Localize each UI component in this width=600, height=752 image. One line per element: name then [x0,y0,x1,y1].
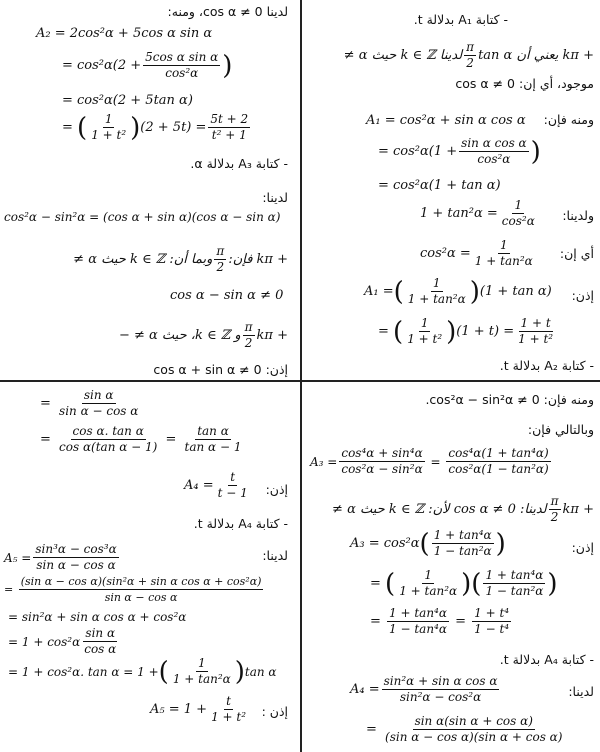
eq-sign: = [378,324,394,339]
paren: ( [158,656,169,687]
denominator: sin²α − cos²α [399,690,482,704]
denominator: cos²α [477,152,511,166]
numerator: π [550,494,559,508]
numerator: 1 [420,316,429,330]
equation-line [350,528,506,559]
denominator: t − 1 [217,486,248,500]
text-line: وبالتالي فإن: [527,422,594,437]
equation-line [378,316,557,347]
fraction [209,694,248,725]
fraction [432,528,494,559]
text-line: إذن: [571,288,594,303]
fraction [516,316,555,347]
denominator: tan α − 1 [184,440,242,454]
text-line: إذن: [571,540,594,555]
fraction [143,50,220,81]
numerator: 1 + tan⁴α [485,568,544,582]
denominator: 2 [216,260,225,274]
fraction [216,470,250,501]
numerator: sin α cos α [461,136,527,150]
eq-sign: = [40,432,56,447]
eq-sign: = [450,614,471,629]
expr: A₅ = 1 + [150,702,208,717]
text-line: ومنه فإن: cos²α − sin²α ≠ 0. [425,392,594,407]
equation-line [370,568,558,599]
fraction [57,388,140,419]
expr: (2 + 5t) = [140,120,207,135]
equation-line: = cos²α(2 + 5tan α) [62,93,193,108]
equation-line [366,714,566,745]
fraction [208,112,250,143]
fraction [339,446,424,477]
expr: + kπ [562,502,594,517]
equation-line [8,656,277,687]
numerator: 1 [197,656,206,670]
equation-a4 [184,470,252,501]
fraction [459,136,528,167]
equation-a4 [350,674,501,705]
text-line: لدينا cos α ≠ 0، ومنه: [167,4,288,19]
denominator: 1 + tan²α [407,292,466,306]
denominator: sin α − cos α [36,558,116,572]
equation-line [378,136,541,167]
numerator: π [216,244,225,258]
denominator: 2 [550,510,559,524]
numerator: 5cos α sin α [145,50,219,64]
paren: ( [471,568,482,599]
numerator: 1 [424,568,432,582]
equation-line [62,112,252,143]
eq-sign: = [40,396,56,411]
expr: و k ∈ ℤ، حيث α ≠ − [118,328,241,343]
text-line: لدينا: [262,548,288,563]
denominator: 1 + t² [91,128,127,142]
equation-line [62,50,232,81]
equation-line [8,626,120,657]
denominator: sin α − cos α [104,591,178,604]
text-line: ومنه فإن: [543,112,594,127]
eq-sign: = [4,583,17,596]
denominator: 1 + tan²α [474,254,533,268]
numerator: 1 + tan⁴α [389,606,447,620]
fraction [57,424,159,455]
equation-line: = cos²α(1 + tan α) [378,178,501,193]
denominator: 1 + tan²α [399,584,458,598]
expr: = 1 + cos²α. tan α = 1 + [8,664,159,679]
numerator: sin²α + sin α cos α [383,674,498,688]
numerator: cos⁴α(1 + tan⁴α) [448,446,549,460]
fraction [33,542,118,573]
denominator: 1 − t⁴ [474,622,510,636]
expr: 1 + tan²α = [420,206,498,221]
expr: A₃ = [310,454,338,469]
expr: وبما أن: k ∈ ℤ حيث α ≠ [73,252,213,267]
expr: + kπ [256,328,288,343]
denominator: cos²α(1 − tan²α) [448,462,549,476]
fraction [406,276,468,307]
numerator: tan α [197,424,229,438]
numerator: sin α [83,388,114,402]
expr: A₃ = cos²α [350,536,420,551]
numerator: 1 + tan⁴α [433,528,492,542]
expr: A₄ = [350,682,380,697]
paren: ( [385,568,396,599]
equation-line: cos²α − sin²α = (cos α + sin α)(cos α − sin α) [4,210,281,224]
fraction [473,238,535,269]
expr: A₁ = [364,284,394,299]
paren: ) [530,136,541,167]
section-heading: - كتابة A₄ بدلالة t. [499,652,594,667]
denominator: 1 + tan²α [172,672,231,686]
paren: ) [461,568,472,599]
paren: ( [393,316,404,347]
expr: A₅ = [4,550,32,565]
numerator: 1 [104,112,113,126]
numerator: 1 [499,238,508,252]
numerator: sin³α − cos³α [35,542,117,556]
eq-sign: = [370,614,386,629]
paren: ) [469,276,480,307]
fraction [387,606,449,637]
equation-line [370,606,513,637]
expr: (1 + tan α) [479,284,552,299]
text-line [332,494,594,525]
numerator: t [226,694,231,708]
numerator: (sin α − cos α)(sin²α + sin α cos α + cos²α) [20,575,262,588]
fraction [500,198,537,229]
numerator: sin α [85,626,116,640]
text-line: إذن: [265,482,288,497]
denominator: cos²α − sin²α [341,462,423,476]
numerator: 1 + t [520,316,551,330]
section-heading: - كتابة A₄ بدلالة t. [193,516,288,531]
expr: cos²α = [420,246,471,261]
numerator: sin α(sin α + cos α) [414,714,533,728]
equation-line: = sin²α + sin α cos α + cos²α [8,610,187,624]
numerator: 1 [514,198,523,212]
paren: ) [222,50,233,81]
paren: ) [547,568,558,599]
numerator: cos α. tan α [72,424,144,438]
equation-a5 [4,542,121,573]
equation-a2: A₂ = 2cos²α + 5cos α sin α [36,26,213,41]
numerator: cos⁴α + sin⁴α [341,446,423,460]
equation-line [420,198,539,229]
numerator: 1 + t⁴ [474,606,510,620]
paren: ) [130,112,141,143]
text-line: موجود، أي إن: cos α ≠ 0 [455,76,594,91]
expr: + kπ فإن: [228,252,288,267]
expr: لدينا k ∈ ℤ حيث α ≠ [343,48,463,63]
text-line: لدينا: [262,190,288,205]
expr: A₄ = [184,478,214,493]
text-line: لدينا: [568,684,594,699]
fraction [171,656,233,687]
eq-sign: = [426,454,445,469]
paren: ( [393,276,404,307]
text-line: إذن: cos α + sin α ≠ 0 [153,362,288,377]
equation-line: cos α − sin α ≠ 0 [170,288,284,303]
equation-line [364,276,552,307]
text-line [119,320,288,351]
section-heading: - كتابة A₃ بدلالة α. [190,156,288,171]
paren: ) [234,656,245,687]
fraction [464,40,476,71]
text-line [344,40,594,71]
fraction [549,494,561,525]
fraction [82,626,118,657]
fraction [382,674,500,705]
eq-sign: = [161,432,181,447]
fraction [472,606,511,637]
denominator: 1 + t² [518,332,554,346]
expr: (1 + t) = [456,324,515,339]
equation-line [4,574,265,605]
paren: ( [419,528,430,559]
eq-sign: = [370,576,386,591]
numerator: 5t + 2 [210,112,249,126]
denominator: 1 + t² [407,332,443,346]
expr: = cos²α(2 + [62,58,142,73]
equation-line [40,388,142,419]
equation-a5-final [150,694,250,725]
fraction [405,316,444,347]
text-line: ولدينا: [562,208,594,223]
numerator: t [230,470,236,484]
fraction [19,574,264,605]
fraction [446,446,550,477]
expr: + kπ يعني أن tan α [478,48,594,63]
denominator: 1 − tan²α [485,584,544,598]
paren: ) [446,316,457,347]
text-line: إذن : [261,704,288,719]
text-line: أي إن: [559,246,594,261]
section-heading: - كتابة A₂ بدلالة t. [499,358,594,373]
denominator: sin α − cos α [59,404,139,418]
denominator: 2 [244,336,253,350]
denominator: cos α(tan α − 1) [59,440,158,454]
fraction [483,568,545,599]
eq-sign: = [366,722,382,737]
denominator: (sin α − cos α)(sin α + cos α) [385,730,563,744]
equation-a1: A₁ = cos²α + sin α cos α [366,113,526,128]
paren: ) [495,528,506,559]
denominator: t² + 1 [211,128,247,142]
text-line [73,244,288,275]
numerator: 1 [432,276,441,290]
numerator: π [244,320,253,334]
denominator: 2 [466,56,474,70]
section-heading: - كتابة A₁ بدلالة t. [413,12,508,27]
denominator: cos²α [501,214,535,228]
fraction [89,112,128,143]
equation-a3 [310,446,553,477]
denominator: 1 − tan⁴α [389,622,447,636]
equation-line [420,238,537,269]
fraction [397,568,459,599]
equation-line [40,424,245,455]
expr: = cos²α(1 + [378,144,458,159]
denominator: 1 + t² [211,710,247,724]
denominator: cos α [84,642,117,656]
eq-sign: = [62,120,78,135]
fraction [243,320,255,351]
expr: = 1 + cos²α [8,634,81,649]
denominator: cos²α [165,66,199,80]
numerator: π [466,40,475,54]
expr: لدينا: cos α ≠ 0 لأن: k ∈ ℤ حيث α ≠ [332,502,547,517]
horizontal-divider [0,380,600,382]
paren: ( [77,112,88,143]
expr: tan α [244,664,277,679]
vertical-divider [300,0,302,752]
fraction [183,424,244,455]
fraction [383,714,564,745]
denominator: 1 − tan²α [433,544,492,558]
fraction [214,244,226,275]
